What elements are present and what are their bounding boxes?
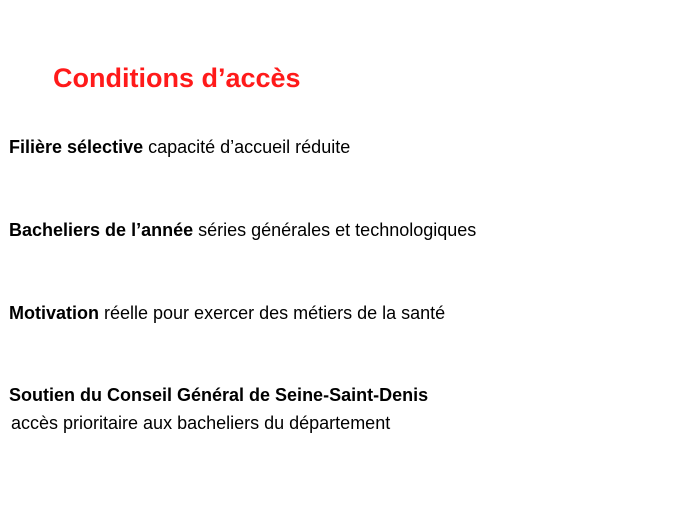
condition-text: séries générales et technologiques	[198, 220, 477, 240]
condition-item-bacheliers	[9, 217, 476, 245]
condition-item-selective	[9, 134, 350, 162]
condition-label: Soutien du Conseil Général de Seine-Saint-Denis	[9, 385, 429, 405]
slide-title: Conditions d’accès	[53, 63, 301, 93]
condition-text: accès prioritaire aux bacheliers du département	[11, 412, 391, 433]
condition-label: Motivation	[9, 303, 99, 323]
condition-label: Filière sélective	[9, 137, 149, 157]
condition-item-motivation	[9, 300, 445, 328]
condition-text: réelle pour exercer des métiers de la santé	[99, 303, 446, 323]
condition-label: Bacheliers de l’année	[9, 220, 199, 240]
condition-text: capacité d’accueil réduite	[148, 137, 351, 157]
condition-item-soutien	[9, 382, 428, 438]
